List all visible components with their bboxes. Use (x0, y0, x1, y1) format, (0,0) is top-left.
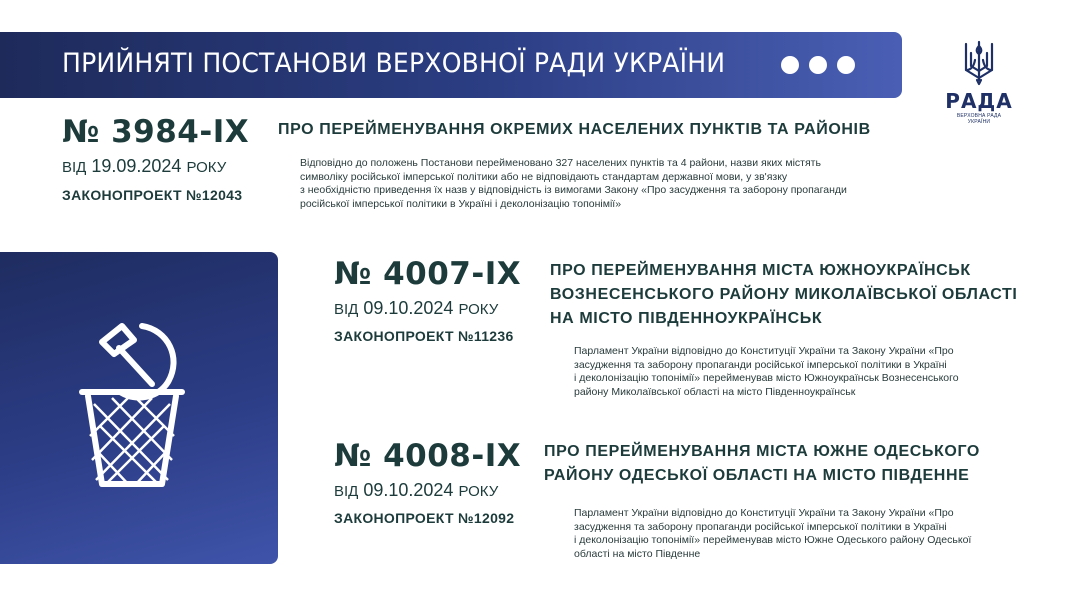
date-prefix: ВІД (334, 301, 359, 318)
hammer-sickle-in-trash-bin-icon (72, 312, 192, 492)
side-panel (0, 252, 278, 564)
dot-1 (781, 56, 799, 74)
resolution-title (544, 440, 980, 488)
logo-subtitle-line2: УКРАЇНИ (967, 119, 991, 125)
description-line: російської імперської політики в Україні і деколонізацію топонімії» (300, 197, 622, 210)
resolution-date (334, 480, 498, 501)
description-line: засудження та заборону пропаганди російської імперської політики в Україні (574, 520, 947, 533)
description-line: області на місто Південне (574, 547, 701, 560)
description-line: засудження та заборону пропаганди російської імперської політики в Україні (574, 358, 947, 371)
title-line: ПРО ПЕРЕЙМЕНУВАННЯ МІСТА ЮЖНОУКРАЇНСЬК (550, 262, 971, 279)
resolution-number: № 3984-IX (62, 114, 250, 150)
resolution-title (278, 118, 871, 142)
resolution-date (62, 156, 226, 177)
description-line: і деколонізацію топонімії» перейменував місто Южне Одеського району Одеської (574, 534, 972, 546)
resolution-date (334, 298, 498, 319)
title-line: ВОЗНЕСЕНСЬКОГО РАЙОНУ МИКОЛАЇВСЬКОЇ ОБЛАСТІ (550, 286, 1018, 303)
trident-icon (962, 40, 996, 86)
description-line: символіку російської імперської політики або не відповідають стандартам державної мови, у зв'язку (300, 170, 788, 183)
description-line: і деколонізацію топонімії» перейменував місто Южноукраїнськ Вознесенського (574, 372, 959, 384)
logo-subtitle-line1: ВЕРХОВНА РАДА (956, 113, 1002, 119)
title-line: ПРО ПЕРЕЙМЕНУВАННЯ МІСТА ЮЖНЕ ОДЕСЬКОГО (544, 443, 980, 460)
date-suffix: РОКУ (186, 159, 227, 176)
rada-logo (938, 40, 1020, 125)
more-options-icon[interactable] (781, 56, 855, 74)
resolution-title (550, 259, 1017, 331)
title-line: ПРО ПЕРЕЙМЕНУВАННЯ ОКРЕМИХ НАСЕЛЕНИХ ПУНКТІВ ТА РАЙОНІВ (278, 121, 871, 138)
bill-number: ЗАКОНОПРОЕКТ №11236 (334, 328, 514, 344)
resolution-number: № 4008-IX (334, 438, 522, 474)
description-line: Парламент України відповідно до Конституції України та Закону України «Про (574, 345, 954, 357)
bill-number: ЗАКОНОПРОЕКТ №12092 (334, 510, 515, 526)
dot-2 (809, 56, 827, 74)
date-suffix: РОКУ (458, 301, 499, 318)
page-title: ПРИЙНЯТІ ПОСТАНОВИ ВЕРХОВНОЇ РАДИ УКРАЇНИ (62, 48, 726, 79)
logo-word: РАДА (945, 89, 1013, 113)
date-suffix: РОКУ (458, 483, 499, 500)
title-line: НА МІСТО ПІВДЕННОУКРАЇНСЬК (550, 310, 823, 327)
dot-3 (837, 56, 855, 74)
description-line: Парламент України відповідно до Конституції України та Закону України «Про (574, 507, 954, 519)
resolution-description (574, 507, 971, 561)
date-prefix: ВІД (334, 483, 359, 500)
title-line: РАЙОНУ ОДЕСЬКОЇ ОБЛАСТІ НА МІСТО ПІВДЕННЕ (544, 467, 970, 484)
resolution-description (300, 157, 847, 211)
date-prefix: ВІД (62, 159, 87, 176)
description-line: Відповідно до положень Постанови перейменовано 327 населених пунктів та 4 райони, назви яких містять (300, 157, 821, 169)
date-value: 09.10.2024 (363, 480, 454, 500)
description-line: району Миколаївської області на місто Південноукраїнськ (574, 385, 856, 398)
description-line: з необхідністю приведення їх назв у відповідність із вимогами Закону «Про засудження та заборону пропаганди (300, 184, 847, 196)
resolution-description (574, 345, 959, 399)
date-value: 19.09.2024 (91, 156, 182, 176)
resolution-number: № 4007-IX (334, 256, 522, 292)
date-value: 09.10.2024 (363, 298, 454, 318)
bill-number: ЗАКОНОПРОЕКТ №12043 (62, 187, 243, 203)
